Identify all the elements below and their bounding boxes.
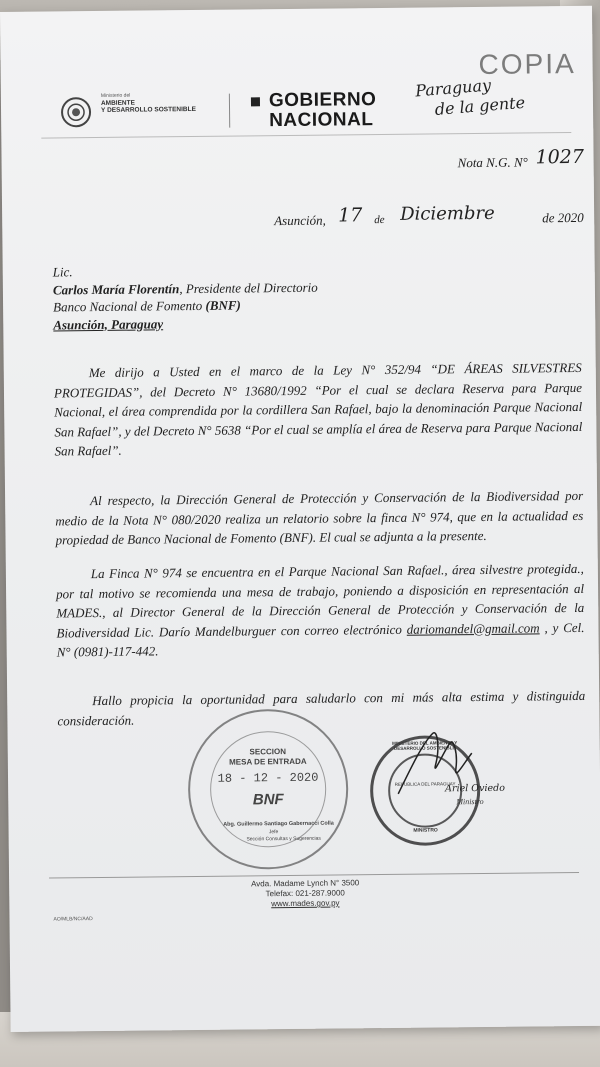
ministry-line1: AMBIENTE <box>100 99 135 107</box>
date-day: 17 <box>338 204 363 227</box>
paragraph-1: Me dirijo a Usted en el marco de la Ley N° 352/94 “DE ÁREAS SILVESTRES PROTEGIDAS”, del Decreto N° 13680/1992 “Por el cual se declara Reserva para Parque Nacional, el área comprendida por la cordillera San Rafael, bajo la denominación Parque Nacional San Rafael”, y del Decreto N° 5638 “Por el cual se amplía el área de Reserva para Parque Nacional San Rafael”. <box>53 359 583 459</box>
ministry-small: Ministerio del <box>100 92 131 99</box>
signature-name: Ariel Oviedo <box>445 782 505 795</box>
ministry-seal-icon <box>61 97 91 127</box>
signature-title: Ministro <box>456 796 484 807</box>
document-page <box>0 6 600 1032</box>
stamp-left-role: Jefe <box>268 829 279 836</box>
nota-number: 1027 <box>535 145 585 169</box>
stamp-right-ring: MINISTERIO DEL AMBIENTE Y DESARROLLO SOSTENIBLE <box>392 740 458 751</box>
date-de: de <box>374 213 385 227</box>
nota-label: Nota N.G. N° <box>457 154 528 171</box>
footer-web-link[interactable]: www.mades.gov.py <box>271 898 340 909</box>
stamp-left-signer: Abg. Guillermo Santiago Gabernacci Colla <box>223 820 334 828</box>
ministry-line2: Y DESARROLLO SOSTENIBLE <box>100 105 196 114</box>
stamp-right-bottom: MINISTRO <box>413 827 438 834</box>
email-link[interactable]: dariomandel@gmail.com <box>406 619 540 637</box>
footer-phone: Telefax: 021-287.9000 <box>265 888 345 899</box>
stamp-left-line1: SECCION <box>249 747 287 757</box>
header-rule <box>41 132 571 139</box>
date-month: Diciembre <box>400 202 495 225</box>
ministry-name <box>101 92 221 114</box>
footer-address: Avda. Madame Lynch N° 3500 <box>251 878 360 889</box>
recipient-title: Lic. <box>52 264 73 280</box>
paragraph-4: Hallo propicia la oportunidad para saludarlo con mi más alta estima y distinguida consideración. <box>57 687 586 728</box>
header-divider <box>229 94 230 128</box>
gobierno-line2: NACIONAL <box>269 109 374 132</box>
stamp-left-date: 18 - 12 - 2020 <box>217 770 319 786</box>
paraguay-line2: de la gente <box>434 92 526 119</box>
recipient-city: Asunción, Paraguay <box>53 315 164 332</box>
copia-stamp: COPIA <box>478 47 576 80</box>
gobierno-square-icon <box>251 97 260 106</box>
recipient-bank: Banco Nacional de Fomento <box>53 297 206 315</box>
paragraph-2: Al respecto, la Dirección General de Protección y Conservación de la Biodiversidad por medio de la Nota N° 080/2020 realiza un relatorio sobre la finca N° 974, que en la actualidad es propiedad de Banco Nacional de Fomento (BNF). El cual se adjunta a la presente. <box>55 487 584 548</box>
recipient-role: , Presidente del Directorio <box>179 279 318 296</box>
paraguay-line1: Paraguay <box>414 75 492 101</box>
stamp-right-inner-text: REPUBLICA DEL PARAGUAY <box>394 781 456 787</box>
reference-code: AO/MLB/NC/AAD <box>53 916 93 923</box>
recipient-block <box>53 261 319 334</box>
paragraph-3-tail: , y Cel. N° (0981)-117-442. <box>56 619 585 660</box>
recipient-name: Carlos María Florentín <box>52 280 180 297</box>
gobierno-line1: GOBIERNO <box>268 89 377 112</box>
paragraph-3-text: La Finca N° 974 se encuentra en el Parque Nacional San Rafael., área silvestre protegida., por tal motivo se recomienda una mesa de trabajo, poniendo a disposición en representación al MADES., al Director General de la Dirección General de Protección y Conservación de la Biodiversidad Lic. Darío Mandelburguer con correo electrónico <box>56 560 585 640</box>
recipient-bank-abbr: (BNF) <box>205 297 241 313</box>
stamp-left-line2: MESA DE ENTRADA <box>229 756 307 767</box>
gobierno-nacional-logo <box>269 90 377 131</box>
date-year: de 2020 <box>542 209 584 226</box>
recipient-name-line <box>53 278 318 298</box>
paragraph-3 <box>56 559 585 662</box>
stamp-left-section: Sección Consultas y Sugerencias <box>246 835 321 843</box>
stamp-left-bank: BNF <box>252 791 284 809</box>
date-city: Asunción, <box>274 212 326 229</box>
